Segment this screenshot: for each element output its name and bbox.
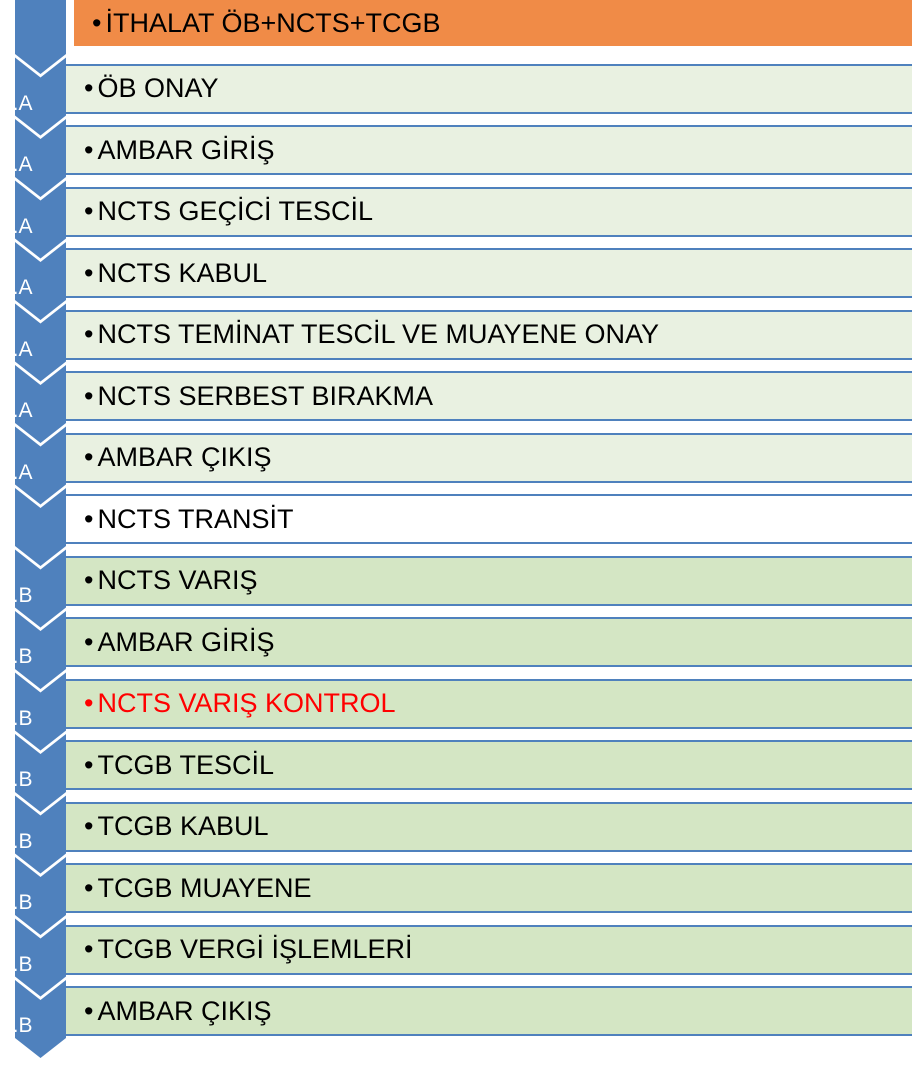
step-text: İTHALAT ÖB+NCTS+TCGB	[105, 7, 441, 38]
step-label	[66, 319, 659, 350]
step-text: TCGB KABUL	[97, 811, 269, 841]
step-box	[66, 64, 912, 114]
step-label	[66, 504, 293, 535]
step-box	[66, 187, 912, 237]
bullet-glyph: •	[84, 811, 94, 841]
step-label	[66, 996, 272, 1027]
step-text: AMBAR GİRİŞ	[97, 626, 275, 657]
phase-tag: 1.B	[1, 706, 33, 730]
bullet-glyph: •	[84, 196, 94, 226]
bullet-glyph: •	[92, 7, 102, 38]
bullet-glyph: •	[84, 749, 94, 780]
step-label	[66, 873, 311, 904]
step-label	[66, 196, 373, 227]
step-text: NCTS TEMİNAT TESCİL VE MUAYENE ONAY	[97, 319, 660, 349]
step-box	[66, 863, 912, 913]
step-box	[66, 925, 912, 975]
step-text: NCTS TRANSİT	[97, 503, 294, 534]
step-box	[66, 310, 912, 360]
bullet-glyph: •	[84, 380, 94, 411]
step-text: NCTS GEÇİCİ TESCİL	[97, 196, 374, 226]
phase-tag: 1.A	[1, 399, 33, 422]
bullet-glyph: •	[84, 134, 94, 165]
phase-tag: 1.B	[1, 583, 33, 607]
step-label	[66, 381, 433, 412]
step-label	[66, 135, 274, 166]
bullet-glyph: •	[84, 626, 94, 657]
step-text: ÖB ONAY	[97, 73, 219, 103]
step-label	[66, 565, 257, 596]
bullet-glyph: •	[84, 872, 94, 903]
step-text: NCTS KABUL	[97, 257, 267, 288]
step-box	[66, 740, 912, 790]
step-label	[66, 258, 267, 289]
phase-tag: 1.A	[1, 91, 33, 115]
step-box	[66, 494, 912, 544]
bullet-glyph: •	[84, 565, 94, 595]
step-text: NCTS SERBEST BIRAKMA	[97, 380, 434, 411]
phase-tag: 1.B	[1, 829, 33, 853]
step-label	[66, 750, 274, 781]
step-label	[66, 811, 269, 842]
step-box	[66, 248, 912, 298]
step-label	[74, 8, 441, 39]
phase-tag: 1.B	[1, 1014, 33, 1037]
phase-tag: 1.A	[1, 460, 33, 484]
step-label	[66, 442, 272, 473]
step-box	[66, 371, 912, 421]
step-text: TCGB MUAYENE	[97, 872, 312, 903]
step-box	[66, 433, 912, 483]
step-box	[66, 617, 912, 667]
phase-tag: 1.B	[1, 768, 33, 791]
bullet-glyph: •	[84, 319, 94, 349]
step-box	[66, 125, 912, 175]
phase-tag: 1.B	[1, 891, 33, 914]
step-text: AMBAR GİRİŞ	[97, 134, 275, 165]
step-box	[66, 986, 912, 1036]
bullet-glyph: •	[84, 934, 94, 964]
bullet-glyph: •	[84, 442, 94, 472]
step-text: NCTS VARIŞ KONTROL	[97, 688, 396, 718]
step-label	[66, 934, 413, 965]
phase-tag: 1.A	[1, 214, 33, 238]
step-text: TCGB TESCİL	[97, 749, 274, 780]
step-box	[66, 679, 912, 729]
bullet-glyph: •	[84, 503, 94, 534]
step-box	[66, 802, 912, 852]
step-text: NCTS VARIŞ	[97, 565, 258, 595]
step-text: TCGB VERGİ İŞLEMLERİ	[97, 934, 413, 964]
step-box	[66, 556, 912, 606]
phase-tag: 1.A	[1, 337, 33, 361]
step-label	[66, 688, 396, 719]
step-label	[66, 627, 274, 658]
phase-tag: 1.A	[1, 153, 33, 176]
chevron-arrow	[15, 0, 66, 74]
phase-tag: 1.B	[1, 952, 33, 976]
phase-tag: 1.B	[1, 645, 33, 668]
bullet-glyph: •	[84, 73, 94, 103]
step-text: AMBAR ÇIKIŞ	[97, 442, 272, 472]
bullet-glyph: •	[84, 995, 94, 1026]
phase-tag: 1.A	[1, 276, 33, 299]
step-text: AMBAR ÇIKIŞ	[97, 995, 272, 1026]
bullet-glyph: •	[84, 688, 94, 718]
step-label	[66, 73, 218, 104]
bullet-glyph: •	[84, 257, 94, 288]
step-box	[74, 0, 912, 46]
